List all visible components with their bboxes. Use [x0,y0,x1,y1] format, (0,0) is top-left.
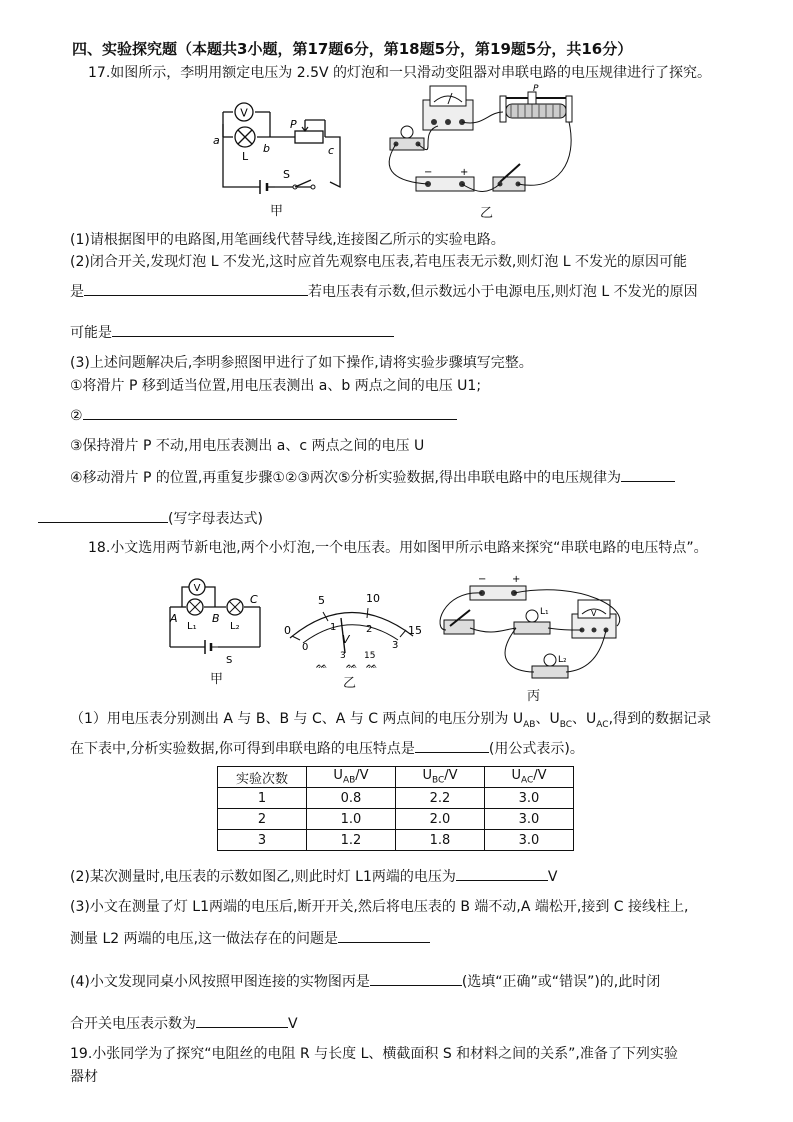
svg-text:15: 15 [364,651,376,661]
q17-step2 [70,405,457,424]
q18-intro: 18.小文选用两节新电池,两个小灯泡,一个电压表。用如图甲所示电路来探究“串联电路的电压特点”。 [88,540,708,556]
svg-text:L: L [242,150,249,163]
battery-device-icon [470,574,526,600]
lamp-L2-symbol [227,599,243,615]
svg-text:L₂: L₂ [558,655,567,665]
answer-blank-q18-4b[interactable] [196,1013,288,1028]
svg-text:A: A [170,612,178,625]
q17-part1: (1)请根据图甲的电路图,用笔画线代替导线,连接图乙所示的实验电路。 [70,232,505,248]
svg-text:−: − [478,574,487,585]
q18-part1a: （1）用电压表分别测出 A 与 B、B 与 C、A 与 C 两点间的电压分别为 $U_{AB}$、$U_{BC}$、$U_{AC}$,得到的数据记录 [70,711,712,730]
table-row [218,830,574,851]
table-row [218,788,574,809]
svg-text:V: V [193,583,201,594]
q17-circuit-diagram [205,92,355,212]
q19-line2: 器材 [70,1069,98,1085]
table-cell: 3.0 [485,809,574,830]
q19-line1: 19.小张同学为了探究“电阻丝的电阻 R 与长度 L、横截面积 S 和材料之间的关系”,准备了下列实验 [70,1046,678,1062]
table-cell: 1 [218,788,307,809]
q17-part2c-prefix: 可能是 [70,325,112,341]
q17-fig-jia-label: 甲 [270,204,284,219]
svg-text:C: C [250,593,258,606]
q18-part4b-text: (选填“正确”或“错误”)的,此时闭 [461,974,661,990]
switch-device-icon [444,610,474,634]
svg-text:a: a [213,134,220,147]
svg-text:b: b [263,142,270,155]
q18-voltmeter-dial [278,588,428,683]
table-header-cell: 实验次数 [218,767,307,788]
answer-blank-q18-4a[interactable] [370,971,462,986]
table-cell: 1.2 [307,830,396,851]
svg-text:1: 1 [330,622,337,633]
voltmeter-device-icon [423,86,473,130]
table-cell: 3 [218,830,307,851]
table-cell: 2 [218,809,307,830]
answer-blank-q17-2a[interactable] [84,281,308,296]
svg-text:5: 5 [318,594,325,607]
q17-apparatus-photo [378,82,588,207]
q18-part3b-text: 测量 L2 两端的电压,这一做法存在的问题是 [70,931,339,947]
q17-fig-yi-label: 乙 [480,206,494,221]
q17-step4-text: ④移动滑片 P 的位置,再重复步骤①②③两次⑤分析实验数据,得出串联电路中的电压规律为 [70,470,621,486]
q18-part1a-text: （1）用电压表分别测出 A 与 B、B 与 C、A 与 C 两点间的电压分别为 U [70,711,524,727]
q17-part3: (3)上述问题解决后,李明参照图甲进行了如下操作,请将实验步骤填写完整。 [70,355,533,371]
q18-part3b [70,928,430,948]
q18-fig-bing-label: 丙 [527,689,541,704]
svg-text:+: + [460,167,469,178]
lamp-L1-symbol [187,599,203,615]
svg-text:ᨐ: ᨐ [346,660,358,671]
table-header-cell: $U_{AB}/V$ [307,767,396,788]
svg-text:P: P [290,118,297,131]
answer-blank-q18-1[interactable] [415,738,489,753]
q18-data-table [217,766,574,851]
svg-text:B: B [212,612,220,625]
svg-text:0: 0 [284,624,291,637]
q17-part2b-suffix: 若电压表有示数,但示数远小于电源电压,则灯泡 L 不发光的原因 [308,284,698,300]
lamp-L2-device-icon [532,654,568,678]
lamp-symbol [235,127,255,147]
q17-part2b-prefix: 是 [70,284,84,300]
answer-blank-q17-step2[interactable] [83,405,457,420]
q18-part1b [70,738,584,758]
lamp-L1-device-icon [514,607,550,634]
q18-part2-unit: V [547,869,558,885]
svg-text:ᨐ: ᨐ [366,660,378,671]
q18-part2-text: (2)某次测量时,电压表的示数如图乙,则此时灯 L1两端的电压为 [70,869,456,885]
svg-text:15: 15 [408,624,422,637]
section-title: 四、实验探究题（本题共3小题，第17题6分，第18题5分，第19题5分，共16分） [72,40,633,58]
rheostat-device-icon [500,84,572,122]
svg-text:c: c [328,144,335,157]
q18-apparatus-photo [432,570,632,690]
svg-text:2: 2 [366,624,373,635]
q18-part4a [70,971,660,991]
svg-text:V: V [591,609,597,618]
svg-text:P: P [533,84,539,94]
q17-part2c [70,322,394,342]
q18-fig-jia-label: 甲 [210,672,224,687]
table-header-cell: $U_{AC}/V$ [485,767,574,788]
q17-step2-number: ② [70,408,83,424]
answer-blank-q17-law-cont[interactable] [38,508,168,523]
answer-blank-q17-law[interactable] [621,467,675,482]
svg-text:3: 3 [392,640,399,651]
q18-part4-unit: V [288,1016,298,1032]
svg-text:10: 10 [366,592,380,605]
table-cell: 3.0 [485,788,574,809]
q18-part2 [70,866,557,886]
svg-text:V: V [240,106,248,120]
answer-blank-q18-2[interactable] [456,866,548,881]
answer-blank-q18-3[interactable] [338,928,430,943]
q17-step5 [38,508,263,528]
svg-text:V: V [342,633,350,646]
q18-part4c-text: 合开关电压表示数为 [70,1016,196,1032]
q18-part3a: (3)小文在测量了灯 L1两端的电压后,断开开关,然后将电压表的 B 端不动,A 端松开,接到 C 接线柱上, [70,899,689,915]
q18-fig-yi-label: 乙 [343,676,357,691]
q18-part1c-text: (用公式表示)。 [488,741,584,757]
table-cell: 0.8 [307,788,396,809]
q17-step4 [70,467,675,487]
q17-step1: ①将滑片 P 移到适当位置,用电压表测出 a、b 两点之间的电压 U1; [70,378,482,394]
svg-text:L₁: L₁ [187,621,197,632]
table-cell: 1.8 [396,830,485,851]
q18-circuit-diagram [160,575,270,670]
table-cell: 1.0 [307,809,396,830]
svg-text:0: 0 [302,642,309,653]
switch-device-icon [493,164,525,191]
table-cell: 2.2 [396,788,485,809]
q17-step5-text: (写字母表达式) [168,511,263,527]
q18-part1b-text: 在下表中,分析实验数据,你可得到串联电路的电压特点是 [70,741,415,757]
svg-text:L₁: L₁ [540,607,549,617]
svg-text:−: − [424,167,433,178]
battery-device-icon [416,167,474,191]
q17-step3: ③保持滑片 P 不动,用电压表测出 a、c 两点之间的电压 U [70,438,425,454]
table-cell: 3.0 [485,830,574,851]
voltmeter-symbol [235,103,253,121]
svg-text:3: 3 [340,651,346,661]
q18-part4c [70,1013,298,1033]
q17-part2a: (2)闭合开关,发现灯泡 L 不发光,这时应首先观察电压表,若电压表无示数,则灯泡 L 不发光的原因可能 [70,254,688,270]
table-header-cell: $U_{BC}/V$ [396,767,485,788]
q17-part2b [70,281,698,301]
svg-text:+: + [512,574,521,585]
svg-text:S: S [226,655,233,666]
q17-intro: 17.如图所示，李明用额定电压为 2.5V 的灯泡和一只滑动变阻器对串联电路的电压规律进行了探究。 [88,65,712,81]
q18-part4a-text: (4)小文发现同桌小风按照甲图连接的实物图丙是 [70,974,370,990]
svg-text:L₂: L₂ [230,621,240,632]
table-cell: 2.0 [396,809,485,830]
answer-blank-q17-2b[interactable] [112,322,394,337]
svg-text:S: S [283,168,290,181]
table-header-row [218,767,574,788]
table-row [218,809,574,830]
svg-text:ᨐ: ᨐ [316,660,328,671]
